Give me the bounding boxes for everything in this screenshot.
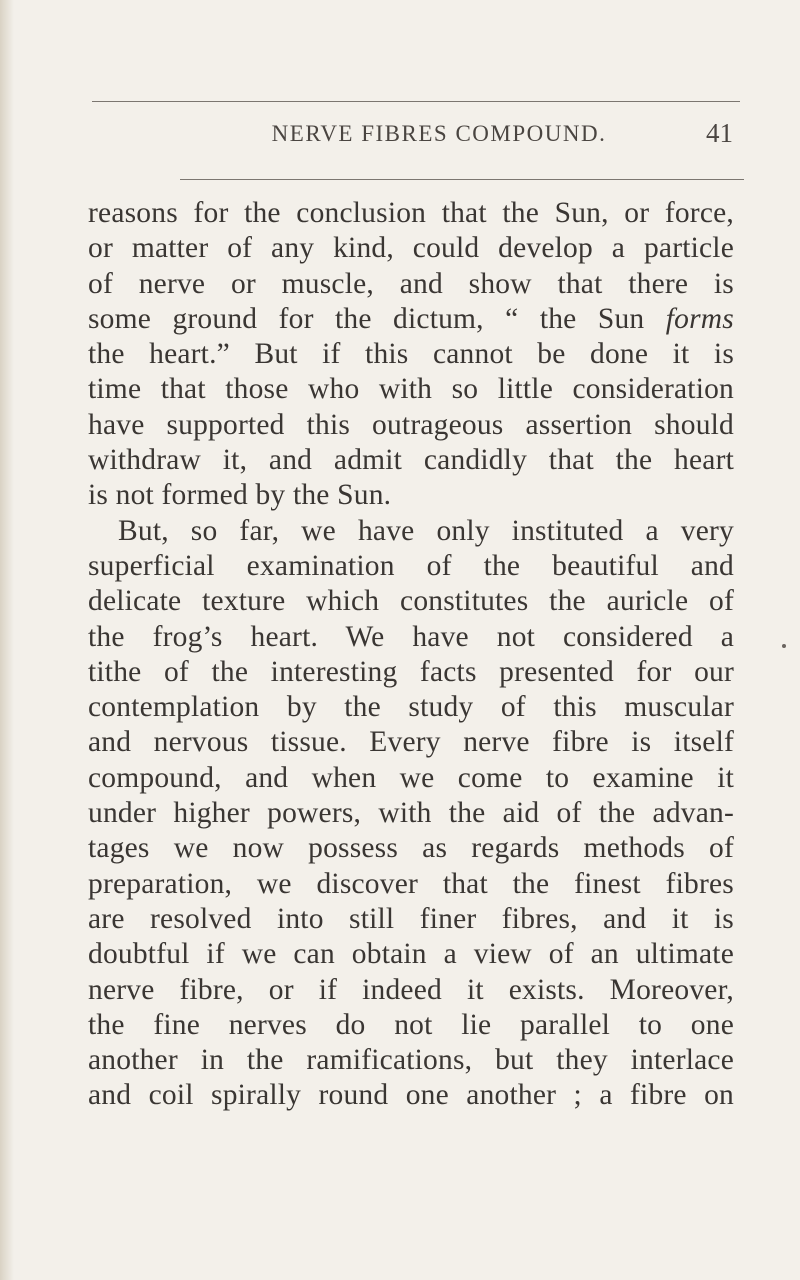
- text-line: or matter of any kind, could develop a particle: [88, 232, 734, 265]
- text-line: preparation, we discover that the finest fibres: [88, 867, 734, 900]
- text-line: contemplation by the study of this muscular: [88, 691, 734, 724]
- text-line: withdraw it, and admit candidly that the heart: [88, 444, 734, 477]
- text-line: time that those who with so little consideration: [88, 373, 734, 406]
- text-line: another in the ramifications, but they interlace: [88, 1044, 734, 1077]
- text-line: are resolved into still finer fibres, and it is: [88, 902, 734, 935]
- text-line: superficial examination of the beautiful and: [88, 549, 734, 582]
- margin-mark: [782, 644, 786, 648]
- header-rule-bottom: [180, 179, 744, 180]
- text-line: tithe of the interesting facts presented for our: [88, 655, 734, 688]
- page-edge-shadow: [0, 0, 14, 1280]
- text-line-with-italic: [88, 302, 734, 337]
- text-segment: some ground for the dictum, “ the Sun: [88, 302, 666, 335]
- text-line: of nerve or muscle, and show that there is: [88, 267, 734, 300]
- text-line: compound, and when we come to examine it: [88, 761, 734, 794]
- body-text: [88, 196, 734, 1114]
- text-line: tages we now possess as regards methods of: [88, 832, 734, 865]
- text-line: have supported this outrageous assertion should: [88, 408, 734, 441]
- running-title: NERVE FIBRES COMPOUND.: [271, 121, 607, 146]
- text-line: the heart.” But if this cannot be done it is: [88, 338, 734, 371]
- page-number: 41: [706, 118, 733, 148]
- text-line: the fine nerves do not lie parallel to one: [88, 1008, 734, 1041]
- header-rule-top: [92, 101, 740, 102]
- italic-word: forms: [665, 302, 734, 335]
- text-line: the frog’s heart. We have not considered a: [88, 620, 734, 653]
- text-line: nerve fibre, or if indeed it exists. Moreover,: [88, 973, 734, 1006]
- text-line: is not formed by the Sun.: [88, 479, 392, 512]
- text-line: doubtful if we can obtain a view of an ultimate: [88, 938, 734, 971]
- text-line: reasons for the conclusion that the Sun, or force,: [88, 197, 734, 229]
- text-line: delicate texture which constitutes the auricle of: [88, 585, 734, 618]
- paragraph-start-line: But, so far, we have only instituted a very: [118, 514, 734, 547]
- text-line: and nervous tissue. Every nerve fibre is itself: [88, 726, 734, 759]
- text-line: under higher powers, with the aid of the advan-: [88, 797, 734, 830]
- text-line: and coil spirally round one another ; a fibre on: [88, 1079, 734, 1112]
